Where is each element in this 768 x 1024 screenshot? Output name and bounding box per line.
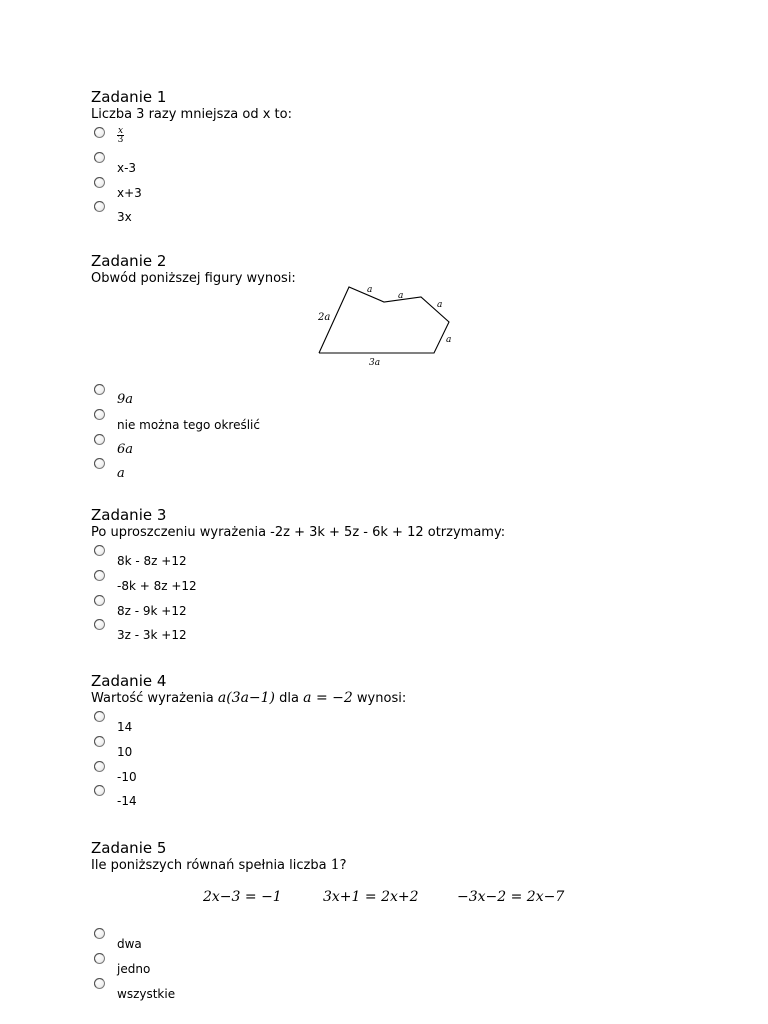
task-5-options	[91, 928, 731, 1002]
question-text: Wartość wyrażenia	[91, 691, 214, 706]
task-question: Liczba 3 razy mniejsza od x to:	[91, 107, 292, 122]
task-question: Po uproszczeniu wyrażenia -2z + 3k + 5z - 6k + 12 otrzymamy:	[91, 525, 506, 540]
answer-label: -8k + 8z +12	[117, 578, 197, 593]
answer-option[interactable]	[91, 127, 731, 152]
task-3	[91, 506, 731, 644]
answer-label: 3x	[117, 210, 132, 225]
equation-2: 3x+1 = 2x+2	[323, 889, 419, 905]
task-question: Obwód poniższej figury wynosi:	[91, 271, 296, 286]
math-expression: a(3a−1)	[217, 690, 276, 706]
answer-option[interactable]	[91, 619, 731, 644]
answer-label: -14	[117, 794, 137, 809]
task-title: Zadanie 2	[91, 252, 167, 270]
task-title: Zadanie 3	[91, 506, 167, 524]
answer-option[interactable]	[91, 785, 731, 810]
label-bottom-side: 3a	[369, 358, 381, 368]
answer-label: 10	[117, 744, 133, 759]
math-condition: a = −2	[303, 690, 353, 706]
answer-label: x-3	[117, 160, 137, 175]
fraction-x-over-3: $\frac{x}{3}$	[117, 126, 124, 145]
question-text: wynosi:	[356, 691, 407, 706]
answer-option[interactable]	[91, 570, 731, 595]
answer-option[interactable]	[91, 761, 731, 786]
answer-option[interactable]	[91, 953, 731, 978]
answer-label: 14	[117, 720, 133, 734]
answer-option[interactable]	[91, 595, 731, 620]
radio-button[interactable]	[94, 177, 105, 188]
radio-button[interactable]	[94, 711, 105, 722]
question-text: ?	[339, 858, 347, 873]
radio-button[interactable]	[94, 409, 105, 420]
radio-button[interactable]	[94, 761, 105, 772]
answer-option[interactable]	[91, 434, 731, 459]
answer-option[interactable]	[91, 545, 731, 570]
answer-option[interactable]	[91, 711, 731, 736]
radio-button[interactable]	[94, 595, 105, 606]
task-title: Zadanie 4	[91, 672, 167, 690]
equation-1: 2x−3 = −1	[203, 889, 282, 905]
task-question	[91, 690, 731, 707]
answer-options	[91, 545, 731, 644]
task-2-options	[91, 384, 731, 483]
answer-option[interactable]	[91, 201, 731, 226]
answer-label: nie można tego określić	[117, 417, 260, 432]
answer-option[interactable]	[91, 978, 731, 1003]
polygon-outline	[319, 287, 452, 353]
answer-options	[91, 127, 731, 226]
radio-button[interactable]	[94, 458, 105, 469]
answer-label: -10	[117, 769, 137, 784]
radio-button[interactable]	[94, 434, 105, 445]
answer-options	[91, 928, 731, 1002]
answer-option[interactable]	[91, 409, 731, 434]
polygon-figure	[310, 280, 460, 370]
answer-label: 9a	[117, 392, 134, 407]
answer-label: a	[117, 466, 125, 482]
answer-label: jedno	[117, 961, 151, 976]
radio-button[interactable]	[94, 384, 105, 395]
answer-label: wszystkie	[117, 986, 176, 1001]
task-title: Zadanie 1	[91, 88, 167, 106]
radio-button[interactable]	[94, 953, 105, 964]
answer-label: 3z - 3k +12	[117, 628, 187, 643]
label-top-side-2: a	[398, 291, 404, 301]
answer-label: 8k - 8z +12	[117, 554, 187, 568]
radio-button[interactable]	[94, 619, 105, 630]
math-number: 1	[330, 857, 340, 873]
task-1	[91, 88, 731, 226]
radio-button[interactable]	[94, 545, 105, 556]
equation-3: −3x−2 = 2x−7	[457, 889, 565, 905]
answer-label: dwa	[117, 937, 142, 951]
answer-option[interactable]	[91, 928, 731, 953]
task-4	[91, 672, 731, 810]
radio-button[interactable]	[94, 928, 105, 939]
radio-button[interactable]	[94, 201, 105, 212]
label-left-side: 2a	[318, 312, 331, 323]
label-top-side-3: a	[437, 300, 443, 310]
radio-button[interactable]	[94, 570, 105, 581]
answer-label: x+3	[117, 185, 142, 200]
radio-button[interactable]	[94, 978, 105, 989]
label-top-side-1: a	[367, 285, 373, 295]
answer-label: 6a	[117, 441, 134, 457]
answer-option[interactable]	[91, 177, 731, 202]
task-5	[91, 839, 731, 874]
question-text: dla	[279, 691, 300, 706]
answer-option[interactable]	[91, 736, 731, 761]
answer-options	[91, 384, 731, 483]
label-right-side: a	[446, 335, 452, 345]
radio-button[interactable]	[94, 152, 105, 163]
answer-label: 8z - 9k +12	[117, 603, 187, 618]
task-question	[91, 857, 731, 874]
answer-option[interactable]	[91, 384, 731, 409]
radio-button[interactable]	[94, 127, 105, 138]
answer-option[interactable]	[91, 458, 731, 483]
answer-option[interactable]	[91, 152, 731, 177]
radio-button[interactable]	[94, 785, 105, 796]
task-title: Zadanie 5	[91, 839, 167, 857]
radio-button[interactable]	[94, 736, 105, 747]
question-text: Ile poniższych równań spełnia liczba	[91, 858, 327, 873]
answer-options	[91, 711, 731, 810]
